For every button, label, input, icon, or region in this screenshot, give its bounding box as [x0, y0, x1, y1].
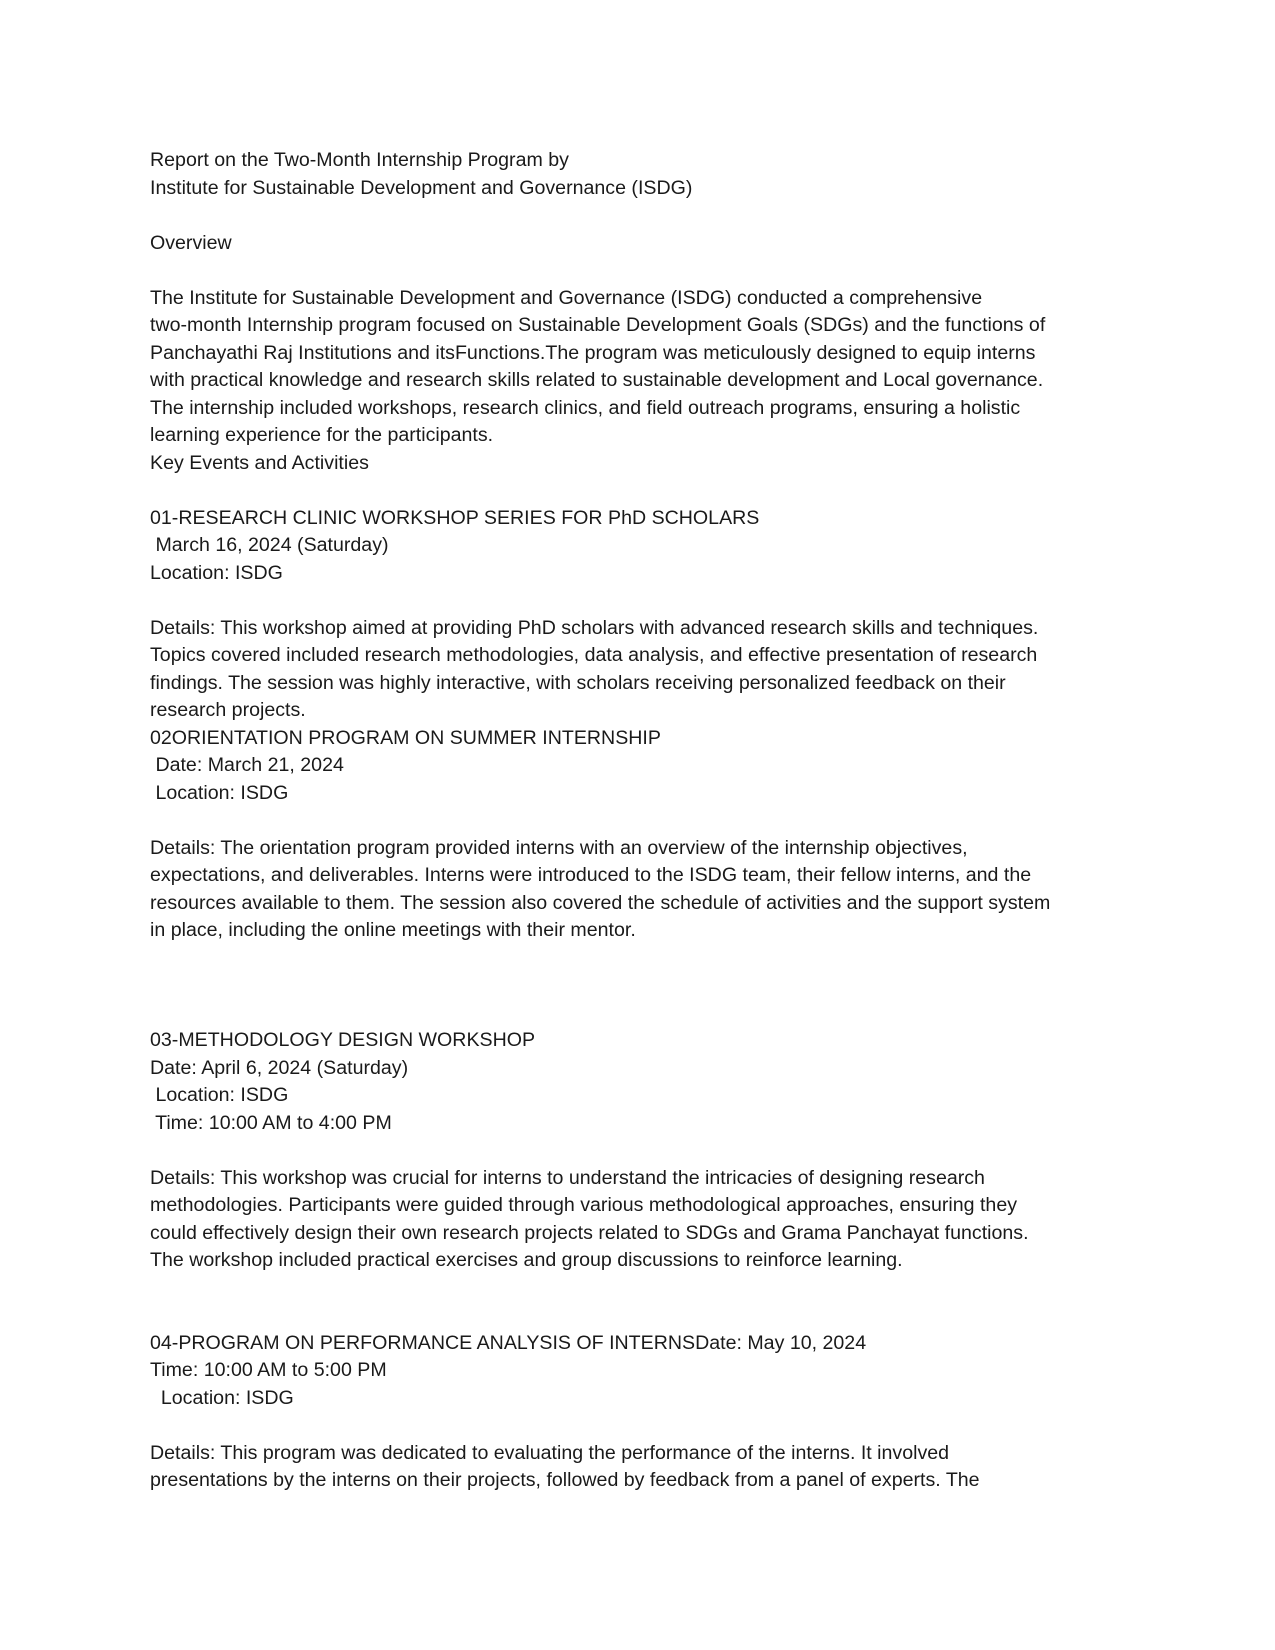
event-title: 04-PROGRAM ON PERFORMANCE ANALYSIS OF INTERNSDate: May 10, 2024: [150, 1331, 867, 1354]
event-details-line: in place, including the online meetings with their mentor.: [150, 919, 636, 941]
event-details-line: Details: This workshop aimed at providing PhD scholars with advanced research skills and techniques.: [150, 616, 1039, 639]
event-date: March 16, 2024 (Saturday): [150, 534, 389, 556]
overview-paragraph-line: The internship included workshops, research clinics, and field outreach programs, ensuring a holistic: [150, 396, 1021, 419]
event-details-line: methodologies. Participants were guided through various methodological approaches, ensuring they: [150, 1194, 1018, 1216]
event-details-line: research projects.: [150, 699, 306, 721]
overview-paragraph-line: with practical knowledge and research skills related to sustainable development and Local governance.: [150, 369, 1044, 391]
event-details-line: presentations by the interns on their projects, followed by feedback from a panel of experts. The: [150, 1469, 980, 1491]
event-location: Location: ISDG: [150, 561, 283, 584]
event-title: 03-METHODOLOGY DESIGN WORKSHOP: [150, 1029, 536, 1051]
overview-paragraph-line: The Institute for Sustainable Development and Governance (ISDG) conducted a comprehensive: [150, 286, 983, 309]
document-body: [150, 147, 1150, 1495]
overview-paragraph-line: Panchayathi Raj Institutions and itsFunctions.The program was meticulously designed to equip interns: [150, 341, 1036, 364]
event-details-line: The workshop included practical exercises and group discussions to reinforce learning.: [150, 1249, 903, 1271]
event-title: 02ORIENTATION PROGRAM ON SUMMER INTERNSHIP: [150, 726, 661, 749]
report-title-line-2: Institute for Sustainable Development and Governance (ISDG): [150, 176, 693, 199]
event-details-line: Details: This workshop was crucial for interns to understand the intricacies of designing research: [150, 1166, 985, 1189]
overview-paragraph-line: two-month Internship program focused on Sustainable Development Goals (SDGs) and the functions of: [150, 314, 1046, 336]
event-details-line: Details: This program was dedicated to evaluating the performance of the interns. It involved: [150, 1441, 950, 1464]
event-details-line: findings. The session was highly interactive, with scholars receiving personalized feedback on their: [150, 671, 1006, 694]
event-details-line: resources available to them. The session also covered the schedule of activities and the support system: [150, 891, 1051, 914]
overview-heading: Overview: [150, 231, 232, 254]
event-date: Date: April 6, 2024 (Saturday): [150, 1056, 409, 1079]
key-events-heading: Key Events and Activities: [150, 451, 369, 474]
event-details-line: Topics covered included research methodologies, data analysis, and effective presentation of research: [150, 644, 1038, 666]
report-title-line-1: Report on the Two-Month Internship Program by: [150, 149, 569, 171]
event-location: Location: ISDG: [150, 781, 289, 804]
event-details-line: Details: The orientation program provided interns with an overview of the internship objectives,: [150, 836, 968, 859]
event-time: Time: 10:00 AM to 5:00 PM: [150, 1359, 387, 1381]
event-date: Date: March 21, 2024: [150, 754, 344, 776]
event-location: Location: ISDG: [150, 1084, 289, 1106]
event-details-line: expectations, and deliverables. Interns were introduced to the ISDG team, their fellow interns, and the: [150, 864, 1032, 886]
event-details-line: could effectively design their own research projects related to SDGs and Grama Panchayat functions.: [150, 1221, 1029, 1244]
event-location: Location: ISDG: [150, 1386, 294, 1409]
event-title: 01-RESEARCH CLINIC WORKSHOP SERIES FOR PhD SCHOLARS: [150, 506, 760, 529]
event-time: Time: 10:00 AM to 4:00 PM: [150, 1111, 392, 1134]
overview-paragraph-line: learning experience for the participants.: [150, 424, 494, 446]
